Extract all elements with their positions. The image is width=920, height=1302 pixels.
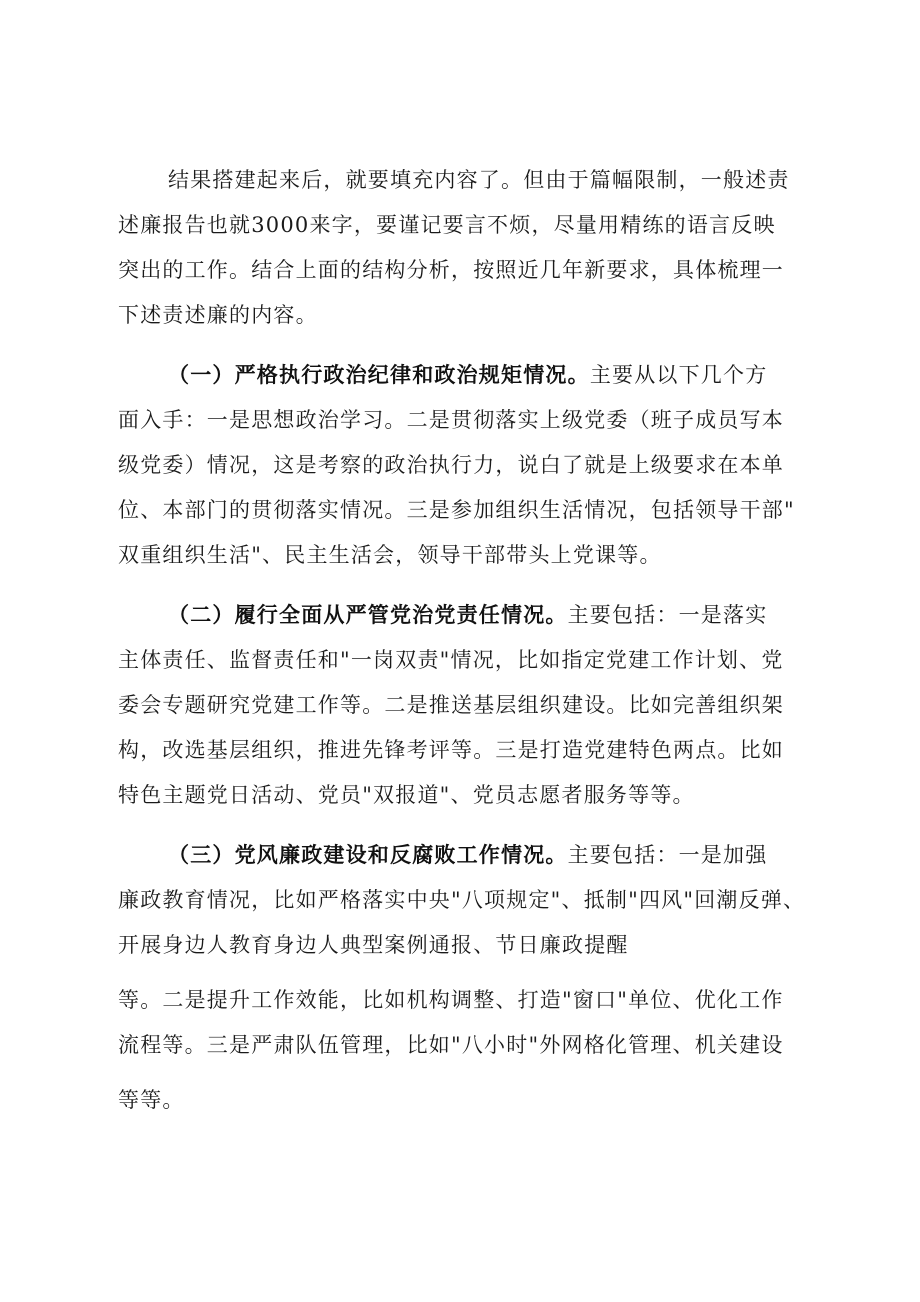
paragraph-3-line-3: 委会专题研究党建工作等。二是推送基层组织建设。比如完善组织架	[118, 693, 784, 717]
section-1-lead-text: 主要从以下几个方	[589, 363, 768, 387]
paragraph-1-line-4: 下述责述廉的内容。	[118, 303, 318, 327]
paragraph-4-line-3: 开展身边人教育身边人典型案例通报、节日廉政提醒	[118, 933, 629, 957]
paragraph-2-line-1	[168, 353, 838, 397]
paragraph-4-line-5: 流程等。三是严肃队伍管理，比如"八小时"外网格化管理、机关建设	[118, 1033, 784, 1057]
paragraph-1-line-1: 结果搭建起来后，就要填充内容了。但由于篇幅限制，一般述责	[168, 168, 790, 192]
section-2-heading: （二）履行全面从严管党治党责任情况。	[168, 603, 568, 627]
section-3-heading: （三）党风廉政建设和反腐败工作情况。	[168, 843, 568, 867]
paragraph-1-line-3: 突出的工作。结合上面的结构分析，按照近几年新要求，具体梳理一	[118, 258, 784, 282]
paragraph-1-line-2: 述廉报告也就3000来字，要谨记要言不烦，尽量用精练的语言反映	[118, 213, 776, 237]
paragraph-4-line-1	[168, 833, 838, 877]
paragraph-4-line-4: 等。二是提升工作效能，比如机构调整、打造"窗口"单位、优化工作	[118, 988, 784, 1012]
section-1-heading: （一）严格执行政治纪律和政治规矩情况。	[168, 363, 590, 387]
paragraph-2-line-3: 级党委）情况，这是考察的政治执行力，说白了就是上级要求在本单	[118, 453, 784, 477]
paragraph-2-line-2: 面入手：一是思想政治学习。二是贯彻落实上级党委（班子成员写本	[118, 408, 784, 432]
paragraph-3-line-2: 主体责任、监督责任和"一岗双责"情况，比如指定党建工作计划、党	[118, 648, 784, 672]
paragraph-2-line-4: 位、本部门的贯彻落实情况。三是参加组织生活情况，包括领导干部"	[118, 498, 795, 522]
paragraph-3-line-1	[168, 593, 838, 637]
section-3-lead-text: 主要包括：一是加强	[567, 843, 768, 867]
paragraph-4-line-6: 等等。	[118, 1088, 185, 1112]
section-2-lead-text: 主要包括：一是落实	[567, 603, 768, 627]
paragraph-3-line-4: 构，改选基层组织，推进先锋考评等。三是打造党建特色两点。比如	[118, 738, 784, 762]
paragraph-3-line-5: 特色主题党日活动、党员"双报道"、党员志愿者服务等等。	[118, 783, 695, 807]
paragraph-2-line-5: 双重组织生活"、民主生活会，领导干部带头上党课等。	[118, 543, 662, 567]
paragraph-4-line-2: 廉政教育情况，比如严格落实中央"八项规定"、抵制"四风"回潮反弹、	[118, 888, 806, 912]
